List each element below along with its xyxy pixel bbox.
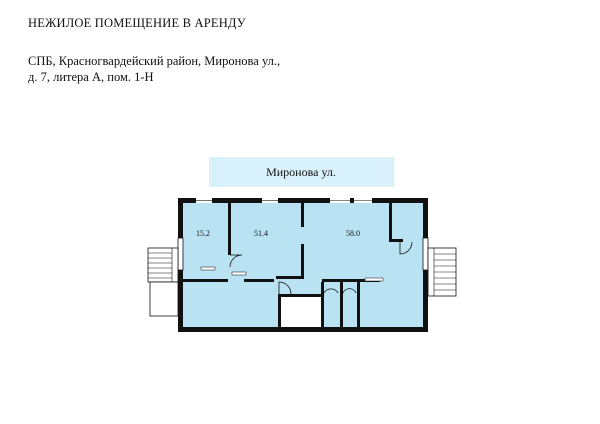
page-title: НЕЖИЛОЕ ПОМЕЩЕНИЕ В АРЕНДУ bbox=[28, 16, 246, 30]
address-line-2: д. 7, литера А, пом. 1-Н bbox=[28, 70, 154, 84]
room-area-label: 58.0 bbox=[346, 229, 360, 238]
room-area-label: 15.2 bbox=[196, 229, 210, 238]
stair-core bbox=[281, 296, 321, 328]
left-entrance-stairs bbox=[148, 248, 178, 316]
address-line-1: СПБ, Красногвардейский район, Миронова ул., bbox=[28, 54, 281, 68]
right-entrance-stairs bbox=[428, 248, 456, 296]
street-label: Миронова ул. bbox=[266, 165, 336, 179]
room-area-label: 51.4 bbox=[254, 229, 268, 238]
